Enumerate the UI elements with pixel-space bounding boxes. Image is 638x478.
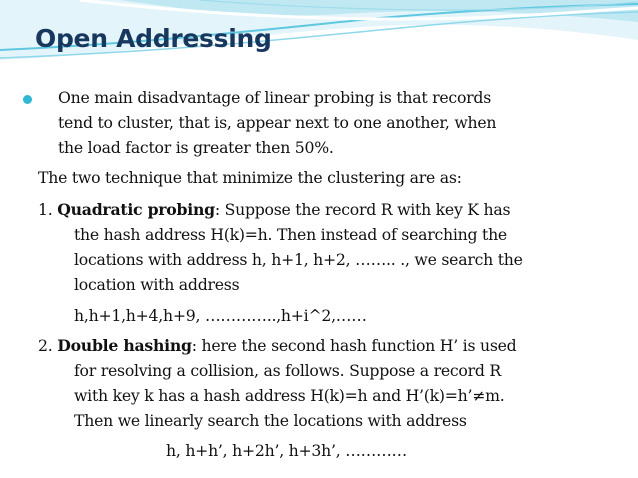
item-number: 2.	[38, 336, 58, 355]
quadratic-line: locations with address h, h+1, h+2, …….. ., we search the	[74, 250, 523, 269]
bullet-line: the load factor is greater then 50%.	[58, 138, 334, 157]
quadratic-sequence: h,h+1,h+4,h+9, …………..,h+i^2,……	[74, 306, 367, 325]
double-hashing-line: with key k has a hash address H(k)=h and H’(k)=h’≠m.	[74, 386, 505, 405]
double-hashing-term: Double hashing	[57, 336, 192, 355]
double-hashing-first-line	[38, 338, 516, 354]
double-hashing-line: Then we linearly search the locations with address	[74, 411, 467, 430]
item-number: 1.	[38, 200, 58, 219]
quadratic-line: location with address	[74, 275, 240, 294]
quadratic-term: Quadratic probing	[57, 200, 215, 219]
double-hashing-description-start: : here the second hash function H’ is used	[191, 336, 517, 355]
bullet-icon	[23, 95, 32, 104]
double-hashing-line: for resolving a collision, as follows. Suppose a record R	[74, 361, 501, 380]
bullet-line: tend to cluster, that is, appear next to one another, when	[58, 113, 497, 132]
quadratic-first-line	[38, 202, 510, 218]
bullet-line: One main disadvantage of linear probing is that records	[58, 88, 491, 107]
quadratic-description-start: : Suppose the record R with key K has	[214, 200, 511, 219]
intro-text: The two technique that minimize the clustering are as:	[38, 168, 462, 187]
quadratic-line: the hash address H(k)=h. Then instead of searching the	[74, 225, 507, 244]
slide-title: Open Addressing	[35, 24, 272, 53]
double-hashing-sequence: h, h+h’, h+2h’, h+3h’, …………	[166, 441, 407, 460]
